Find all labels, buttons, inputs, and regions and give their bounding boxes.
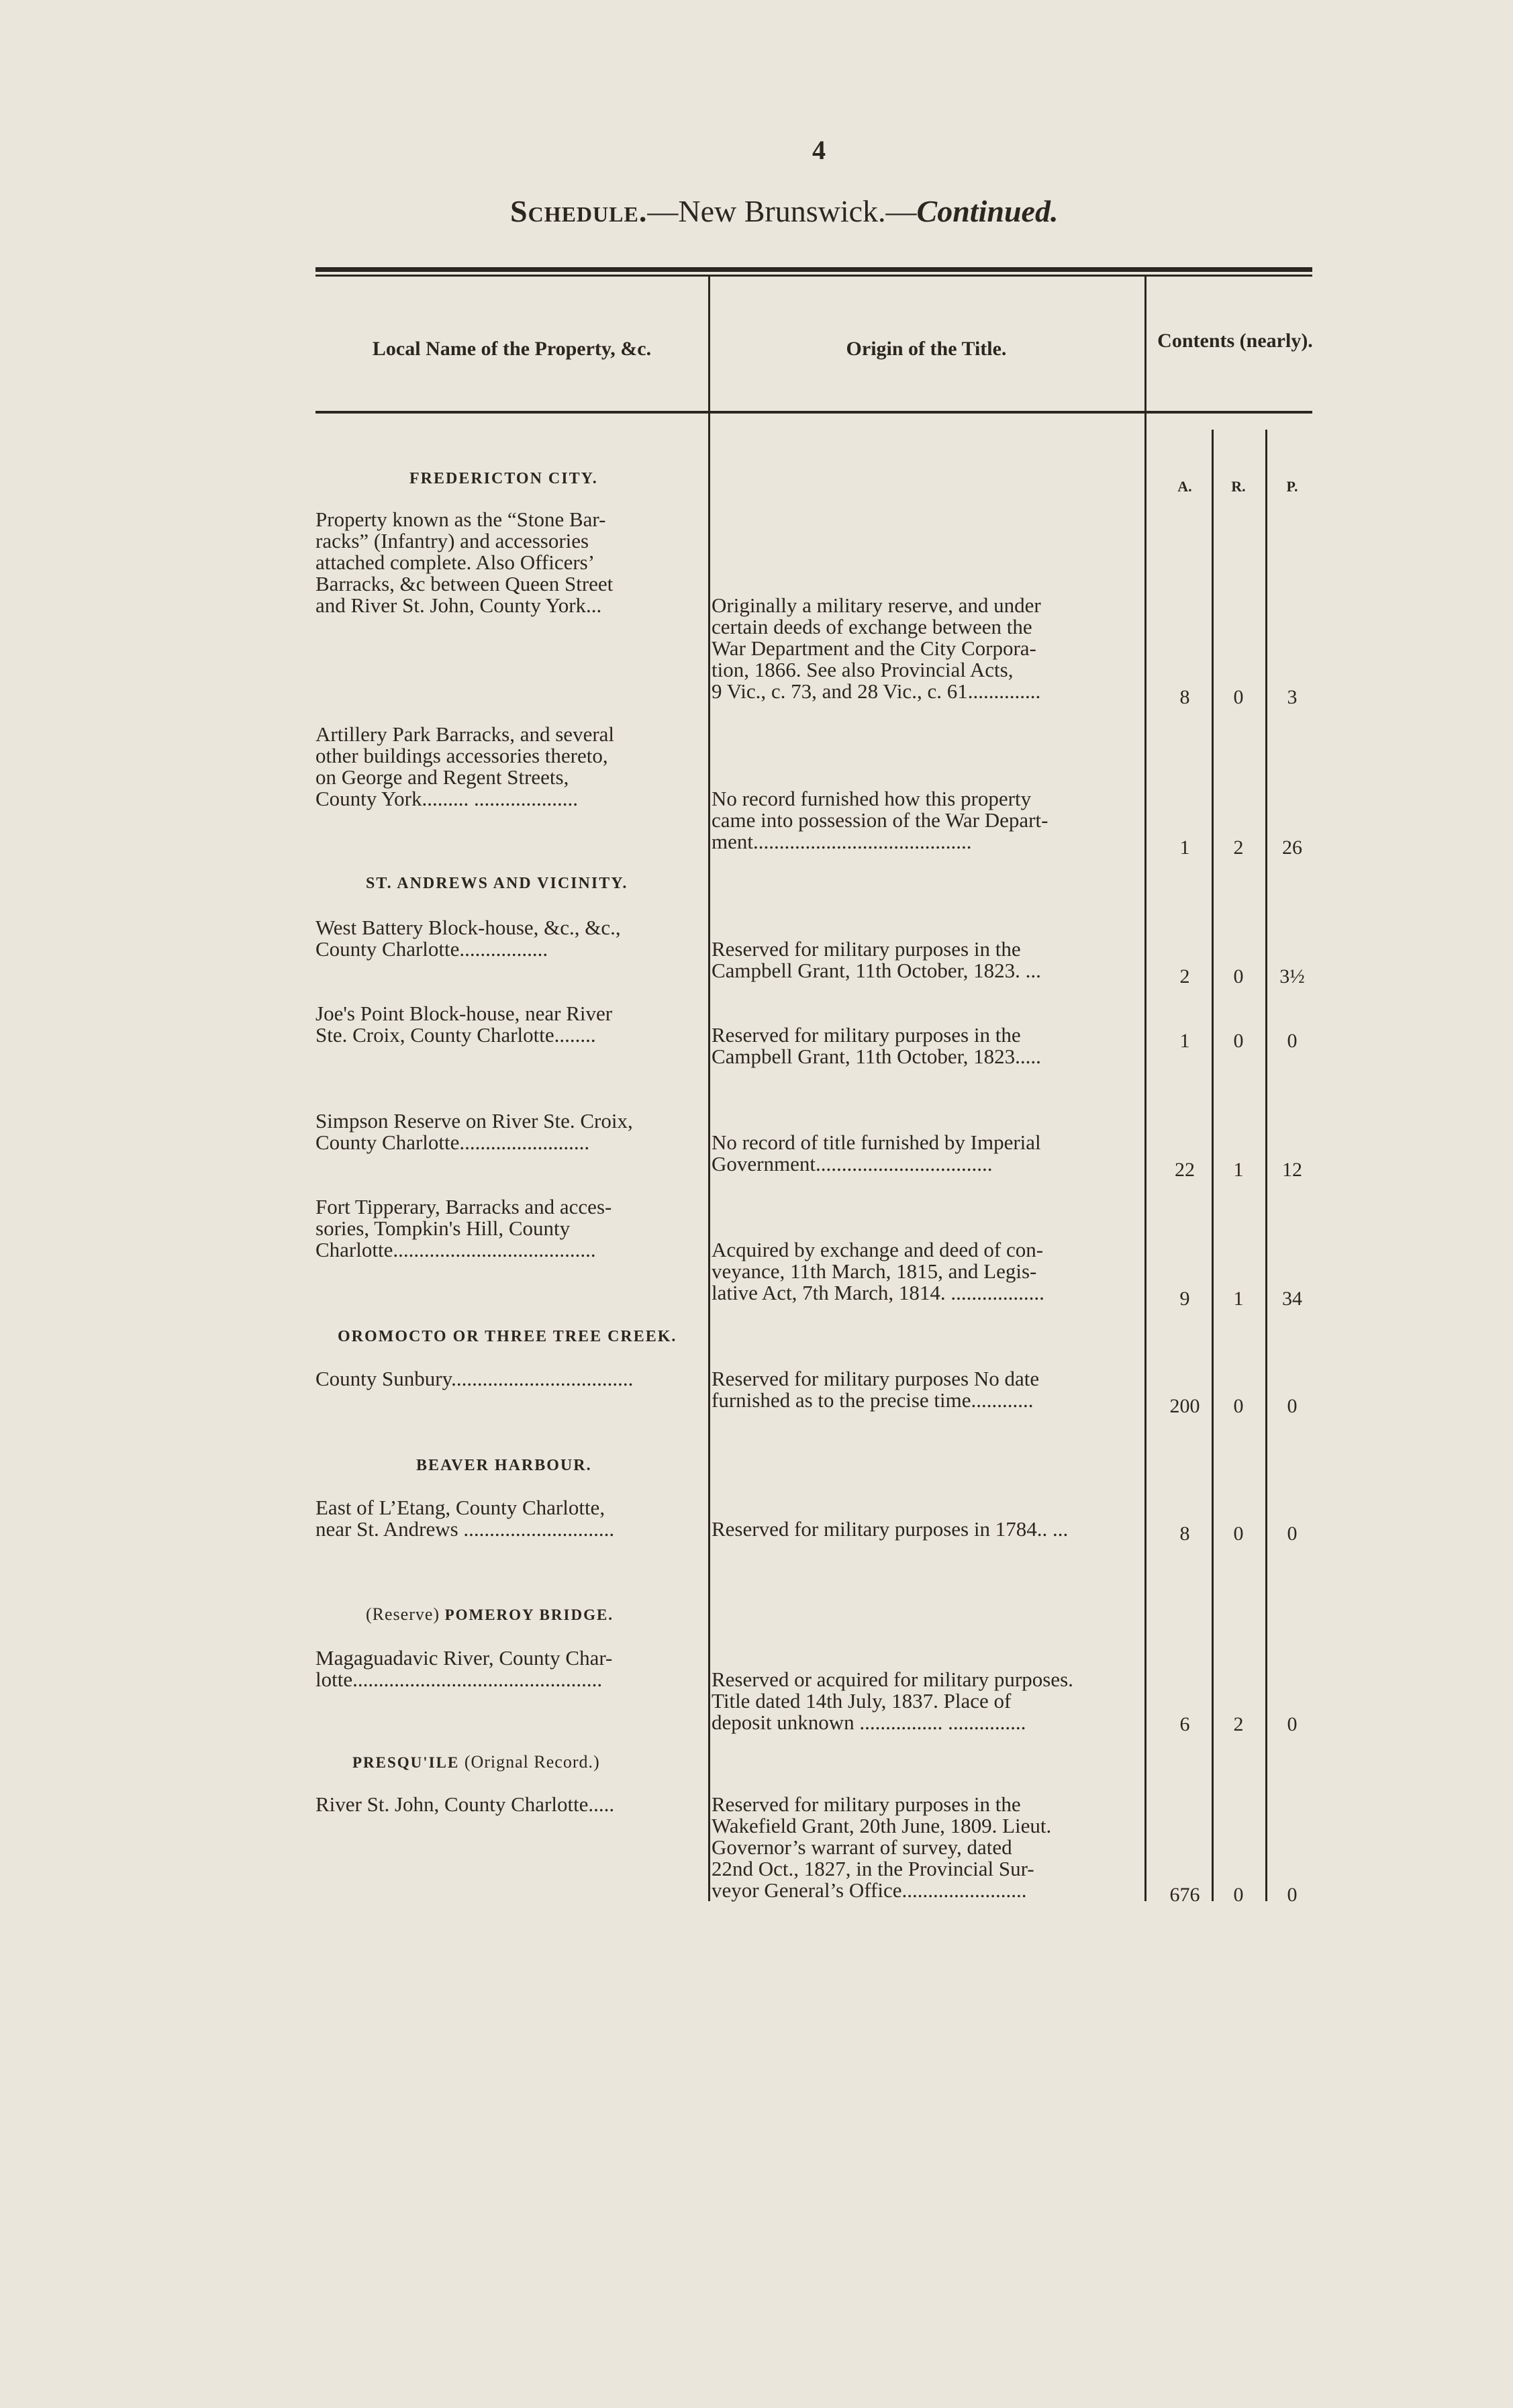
section-st-andrews: ST. ANDREWS AND VICINITY. <box>366 875 628 892</box>
page-number: 4 <box>812 135 826 165</box>
row-7-roods: 0 <box>1233 1523 1244 1545</box>
row-8-acres: 6 <box>1179 1713 1190 1735</box>
header-perches: P. <box>1286 478 1298 495</box>
row-0-perches: 3 <box>1287 686 1298 708</box>
row-4-acres: 22 <box>1175 1159 1195 1181</box>
row-1-roods: 2 <box>1233 836 1244 859</box>
column-divider-rp <box>1265 430 1267 1901</box>
row-5-perches: 34 <box>1282 1288 1302 1310</box>
row-3-local: Joe's Point Block-house, near River Ste. Croix, County Charlotte........ <box>315 1002 613 1047</box>
row-6-perches: 0 <box>1287 1395 1298 1417</box>
row-3-perches: 0 <box>1287 1030 1298 1052</box>
row-7-perches: 0 <box>1287 1523 1298 1545</box>
row-1-origin: No record furnished how this property came into possession of the War Depart- ment.......................................... <box>712 787 1048 853</box>
section-beaver-harbour: BEAVER HARBOUR. <box>416 1457 592 1474</box>
header-roods: R. <box>1231 478 1246 495</box>
row-6-roods: 0 <box>1233 1395 1244 1417</box>
row-6-origin: Reserved for military purposes No date furnished as to the precise time............ <box>712 1367 1040 1412</box>
title-prefix: Schedule. <box>510 194 648 228</box>
row-2-local: West Battery Block-house, &c., &c., County Charlotte................. <box>315 916 621 961</box>
row-0-acres: 8 <box>1179 686 1190 708</box>
row-0-roods: 0 <box>1233 686 1244 708</box>
title-middle: —New Brunswick.— <box>647 194 917 228</box>
section-pomeroy <box>366 1604 614 1625</box>
row-9-roods: 0 <box>1233 1884 1244 1906</box>
row-7-acres: 8 <box>1179 1523 1190 1545</box>
row-2-perches: 3½ <box>1279 965 1305 988</box>
presquile-note: (Orignal Record.) <box>464 1752 600 1772</box>
row-1-acres: 1 <box>1179 836 1190 859</box>
row-7-local: East of L’Etang, County Charlotte, near St. Andrews ............................. <box>315 1496 615 1541</box>
row-1-local: Artillery Park Barracks, and several other buildings accessories thereto, on George and Regent Streets, County York......... .................... <box>315 722 615 810</box>
pomeroy-prefix: (Reserve) <box>366 1604 440 1624</box>
row-3-roods: 0 <box>1233 1030 1244 1052</box>
row-0-local: Property known as the “Stone Bar- racks” (Infantry) and accessories attached complete. Also Officers’ Barracks, &c between Queen Street and River St. John, County York... <box>315 508 614 617</box>
header-acres: A. <box>1177 478 1192 495</box>
presquile-name: PRESQU'ILE <box>352 1754 460 1771</box>
row-5-origin: Acquired by exchange and deed of con- veyance, 11th March, 1815, and Legis- lative Act, 7th March, 1814. .................. <box>712 1238 1044 1304</box>
row-8-perches: 0 <box>1287 1713 1298 1735</box>
table-top-rule <box>315 267 1312 277</box>
row-5-acres: 9 <box>1179 1288 1190 1310</box>
row-2-origin: Reserved for military purposes in the Campbell Grant, 11th October, 1823. ... <box>712 937 1041 982</box>
row-4-local: Simpson Reserve on River Ste. Croix, County Charlotte......................... <box>315 1109 633 1154</box>
row-8-local: Magaguadavic River, County Char- lotte................................................ <box>315 1646 613 1691</box>
header-bottom-rule <box>315 411 1312 414</box>
row-6-acres: 200 <box>1169 1395 1200 1417</box>
row-2-roods: 0 <box>1233 965 1244 988</box>
row-9-acres: 676 <box>1169 1884 1200 1906</box>
row-8-origin: Reserved or acquired for military purposes. Title dated 14th July, 1837. Place of deposit unknown ................ ............... <box>712 1668 1073 1734</box>
section-presquile <box>352 1752 600 1772</box>
column-divider-contents <box>1144 277 1146 1901</box>
row-7-origin: Reserved for military purposes in 1784.. ... <box>712 1517 1069 1541</box>
header-contents: Contents (nearly). <box>1157 330 1313 352</box>
row-9-local: River St. John, County Charlotte..... <box>315 1792 615 1816</box>
row-3-acres: 1 <box>1179 1030 1190 1052</box>
row-4-roods: 1 <box>1233 1159 1244 1181</box>
row-4-origin: No record of title furnished by Imperial Government.................................. <box>712 1130 1041 1175</box>
row-6-local: County Sunbury................................... <box>315 1367 634 1390</box>
row-8-roods: 2 <box>1233 1713 1244 1735</box>
row-5-roods: 1 <box>1233 1288 1244 1310</box>
row-4-perches: 12 <box>1282 1159 1302 1181</box>
section-fredericton: FREDERICTON CITY. <box>409 470 598 487</box>
row-1-perches: 26 <box>1282 836 1302 859</box>
row-9-perches: 0 <box>1287 1884 1298 1906</box>
row-5-local: Fort Tipperary, Barracks and acces- sories, Tompkin's Hill, County Charlotte....................................... <box>315 1195 612 1261</box>
section-oromocto: OROMOCTO OR THREE TREE CREEK. <box>338 1328 677 1345</box>
row-9-origin: Reserved for military purposes in the Wakefield Grant, 20th June, 1809. Lieut. Governor’s warrant of survey, dated 22nd Oct., 1827, in the Provincial Sur- veyor General’s Office........................ <box>712 1792 1052 1902</box>
title-suffix: Continued. <box>916 194 1059 228</box>
header-origin: Origin of the Title. <box>846 338 1007 360</box>
column-divider-origin <box>708 277 710 1901</box>
row-3-origin: Reserved for military purposes in the Campbell Grant, 11th October, 1823..... <box>712 1023 1041 1068</box>
page-title <box>510 193 1114 229</box>
row-2-acres: 2 <box>1179 965 1190 988</box>
header-local-name: Local Name of the Property, &c. <box>372 338 652 360</box>
pomeroy-name: POMEROY BRIDGE. <box>444 1606 614 1623</box>
column-divider-ar <box>1212 430 1214 1901</box>
row-0-origin: Originally a military reserve, and under certain deeds of exchange between the War Department and the City Corpora- tion, 1866. See also Provincial Acts, 9 Vic., c. 73, and 28 Vic., c. 61.............. <box>712 593 1041 703</box>
